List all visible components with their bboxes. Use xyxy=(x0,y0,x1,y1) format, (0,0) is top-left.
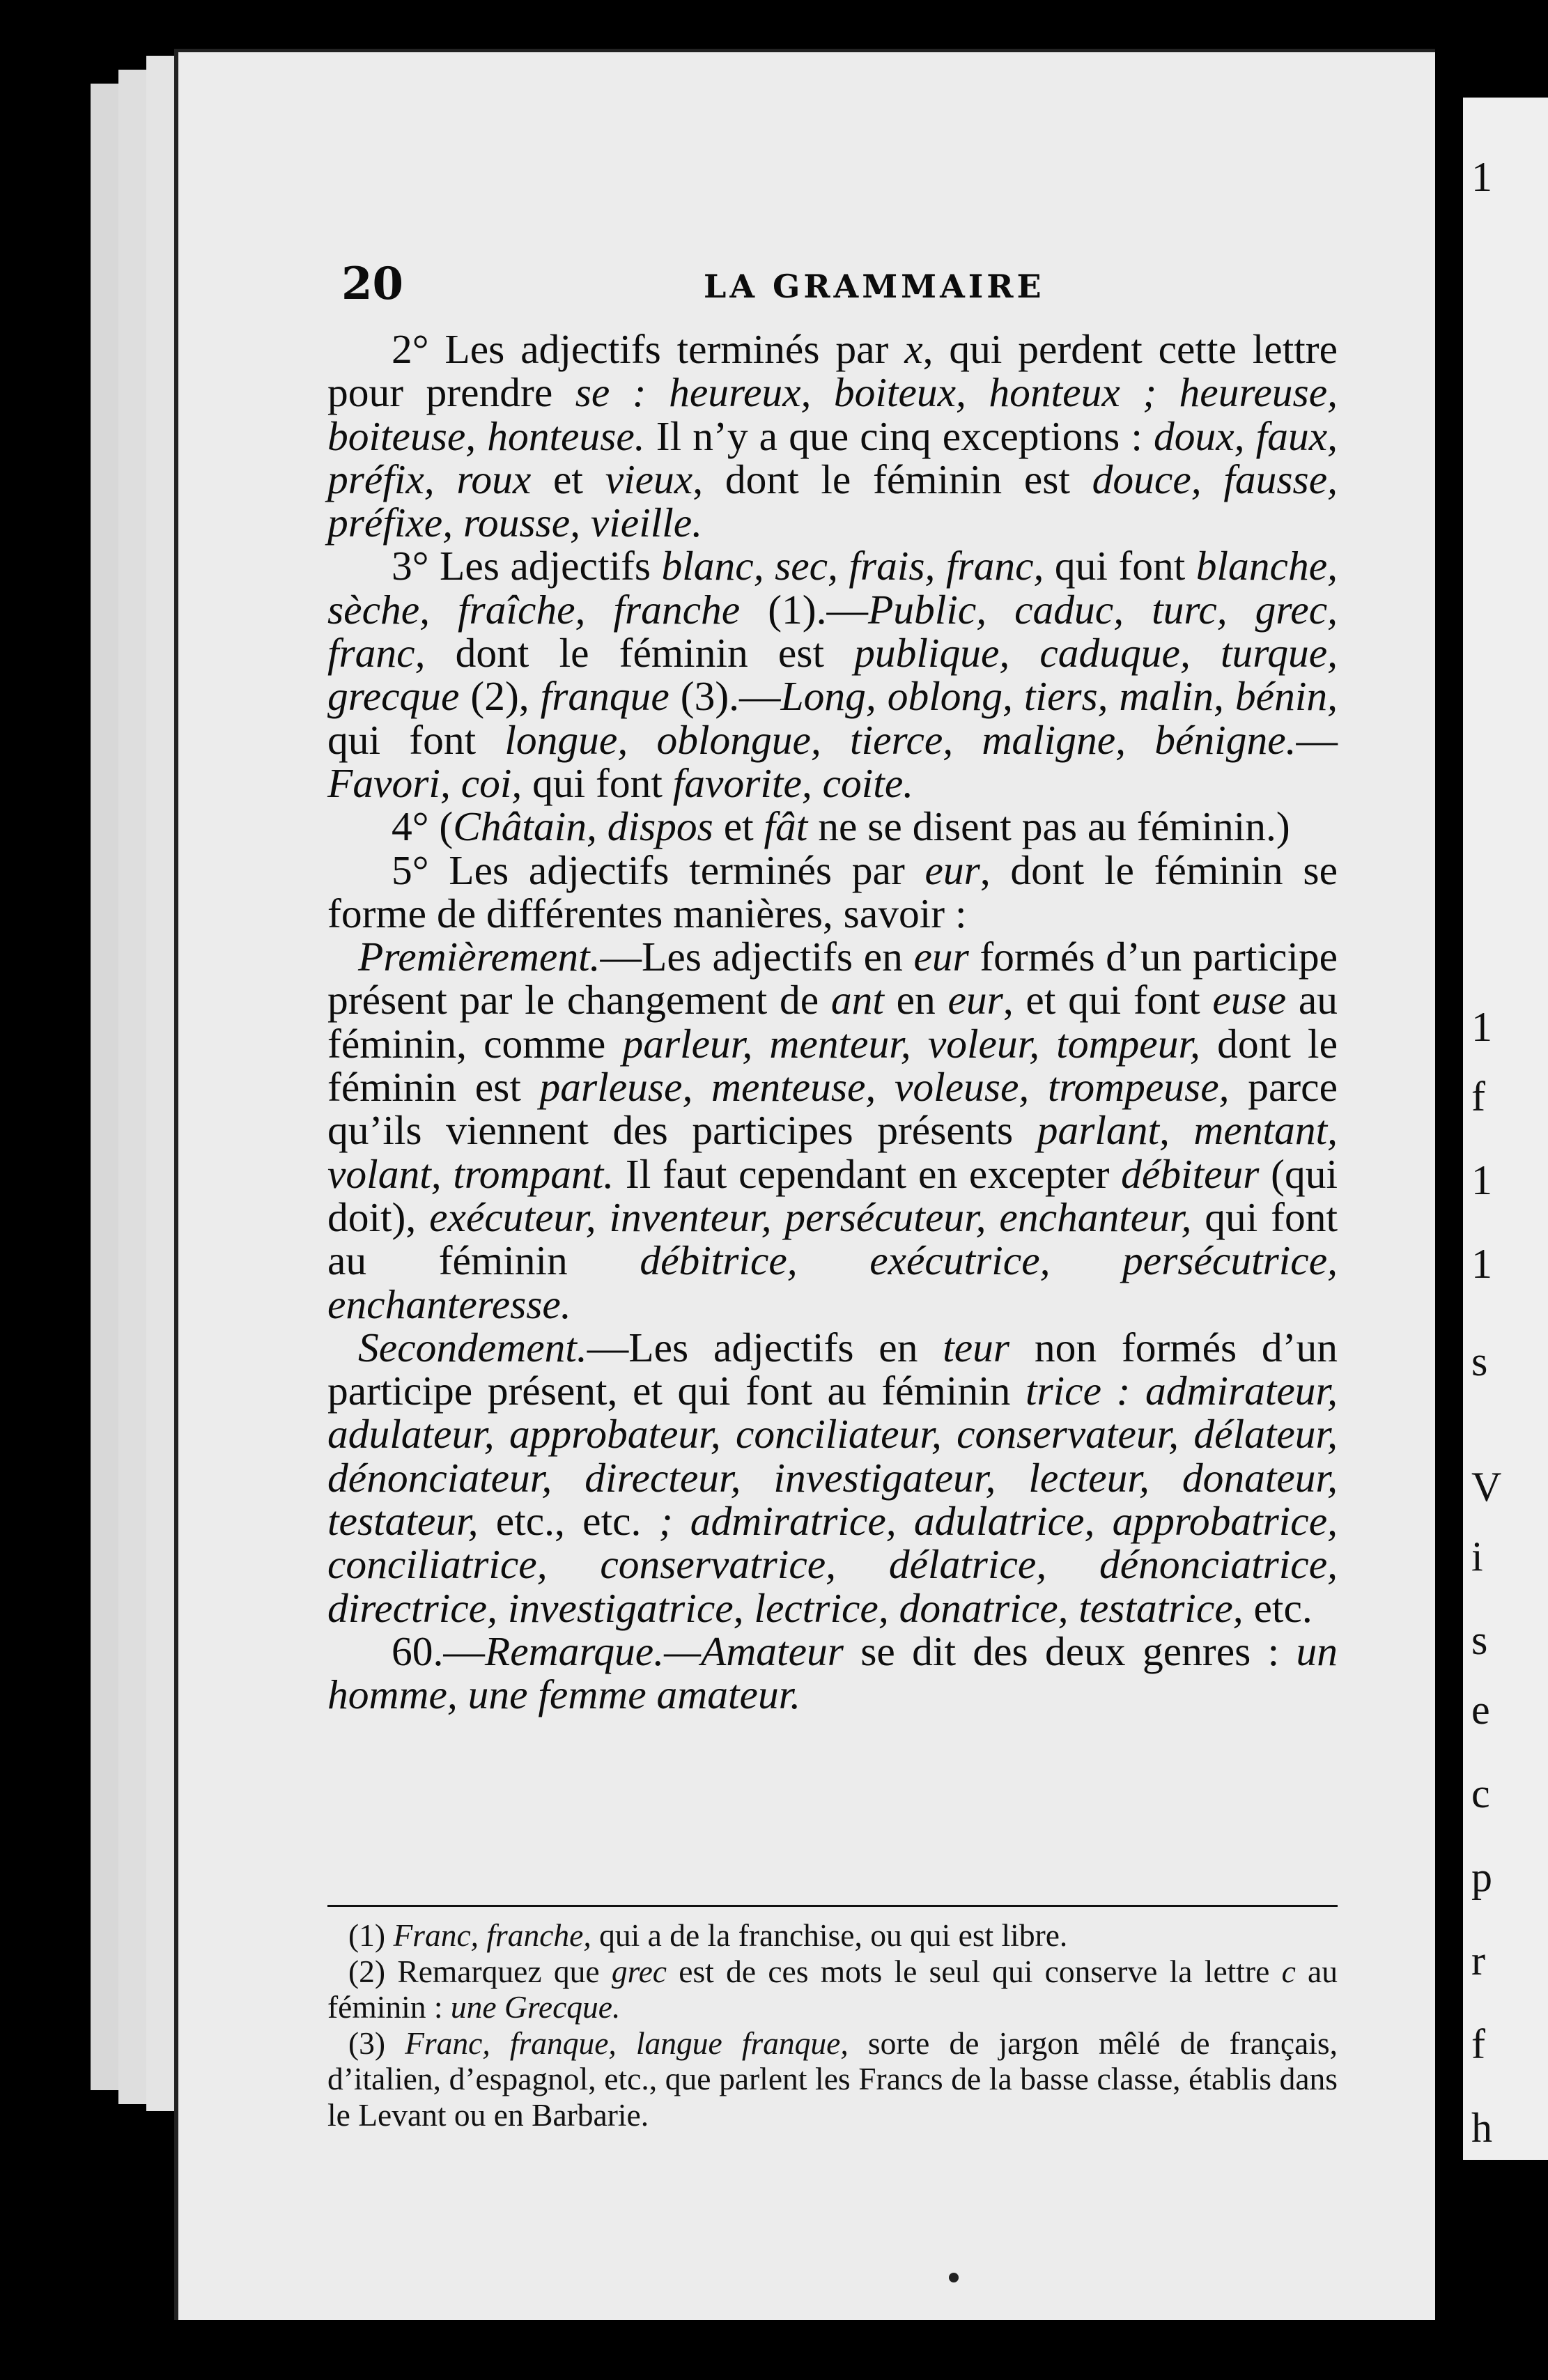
ink-speck xyxy=(949,2273,959,2282)
facing-page-letter: s xyxy=(1471,1617,1488,1663)
running-title: LA GRAMMAIRE xyxy=(704,268,1045,305)
text-run: dont le féminin est xyxy=(327,1020,1338,1111)
italic-run: blanc, sec, frais, franc, xyxy=(661,543,1044,589)
italic-run: Long, oblong, tiers, malin, bénin, xyxy=(780,673,1338,720)
text-run: (1).— xyxy=(740,586,868,633)
text-run: (3) xyxy=(348,2025,405,2061)
footnote xyxy=(327,1954,1338,2025)
italic-run: eur xyxy=(913,934,969,980)
italic-run: eur xyxy=(947,977,1003,1023)
facing-page-letter: 1 xyxy=(1471,154,1492,200)
text-run: (1) xyxy=(348,1917,394,1953)
italic-run: ant xyxy=(830,977,884,1023)
italic-run: doux, faux, préfix, roux xyxy=(327,412,1338,502)
facing-page-letter: V xyxy=(1471,1464,1502,1510)
italic-run: Premièrement. xyxy=(358,934,601,980)
page-header xyxy=(341,258,1359,314)
italic-run: grec xyxy=(611,1953,667,1989)
text-run: sorte de jargon mêlé de français, d’italien, d’espagnol, etc., que parlent les Francs de la basse classe, établis dans le Levant ou en Barbarie. xyxy=(327,2025,1338,2133)
paragraph xyxy=(327,849,1338,936)
facing-page-letter: f xyxy=(1471,1074,1485,1120)
italic-run: Remarque.—Amateur xyxy=(484,1628,844,1674)
italic-run: teur xyxy=(943,1324,1010,1370)
facing-page-letter: 1 xyxy=(1471,1157,1492,1203)
paragraph xyxy=(327,805,1338,848)
italic-run: exécuteur, inventeur, persécuteur, enchanteur, xyxy=(429,1193,1192,1240)
italic-run: un homme, une femme amateur. xyxy=(327,1628,1338,1718)
italic-run: Franc, franque, langue franque, xyxy=(405,2025,849,2061)
facing-page-letter: f xyxy=(1471,2021,1485,2067)
paragraph xyxy=(327,1630,1338,1717)
text-run: formés d’un participe présent par le changement de xyxy=(327,934,1338,1023)
italic-run: eur xyxy=(924,847,980,893)
text-run: 2° Les adjectifs terminés par xyxy=(392,326,905,372)
body-text xyxy=(327,327,1338,1717)
facing-page-letter: c xyxy=(1471,1770,1490,1816)
italic-run: publique, caduque, turque, grecque xyxy=(327,630,1338,720)
italic-run: parleur, menteur, voleur, tompeur, xyxy=(622,1020,1200,1067)
italic-run: euse xyxy=(1212,977,1287,1023)
text-run: Il n’y a que cinq exceptions : xyxy=(644,412,1154,459)
text-run: 3° Les adjectifs xyxy=(392,543,662,589)
facing-page-letter: e xyxy=(1471,1687,1490,1733)
text-run: qui font xyxy=(522,759,673,806)
text-run: 60.— xyxy=(392,1628,485,1674)
text-run: au féminin : xyxy=(327,1953,1338,2025)
text-run: et xyxy=(531,456,605,502)
text-run: 4° ( xyxy=(392,803,454,850)
italic-run: favorite, coite. xyxy=(672,759,914,806)
text-run: , et qui font xyxy=(1003,977,1213,1023)
page-number: 20 xyxy=(341,258,404,310)
text-run: dont le féminin est xyxy=(425,630,855,677)
italic-run: Public, caduc, turc, grec, franc, xyxy=(327,586,1338,677)
italic-run: parlant, mentant, volant, trompant. xyxy=(327,1107,1338,1197)
text-run: , qui perdent cette lettre pour prendre xyxy=(327,326,1338,416)
text-run: non formés d’un participe présent, et qui font au féminin xyxy=(327,1324,1338,1414)
italic-run: parleuse, menteuse, voleuse, trompeuse, xyxy=(539,1064,1230,1111)
footnote xyxy=(327,2025,1338,2133)
paragraph xyxy=(327,544,1338,805)
italic-run: blanche, sèche, fraîche, franche xyxy=(327,543,1338,633)
italic-run: Châtain, dispos xyxy=(453,803,713,850)
paragraph xyxy=(327,935,1338,1326)
text-run: se dit des deux genres : xyxy=(843,1628,1297,1674)
text-run: —Les adjectifs en xyxy=(600,934,914,980)
text-run: au féminin, comme xyxy=(327,977,1338,1067)
facing-page-letter: p xyxy=(1471,1854,1492,1900)
text-run: 5° Les adjectifs terminés par xyxy=(392,847,925,893)
text-run: qui font au féminin xyxy=(327,1193,1338,1284)
italic-run: débiteur xyxy=(1121,1150,1260,1197)
italic-run: trice : admirateur, adulateur, approbateur, conciliateur, conservateur, délateur, dénonciateur, directeur, investigateur, lecteur, donateur, testateur, xyxy=(327,1368,1338,1545)
italic-run: c xyxy=(1281,1953,1296,1989)
text-run: (qui doit), xyxy=(327,1150,1338,1240)
italic-run: Favori, coi, xyxy=(327,759,523,806)
italic-run: Secondement. xyxy=(358,1324,587,1370)
italic-run: fât xyxy=(764,803,808,850)
italic-run: franque xyxy=(540,673,669,720)
text-run: etc., etc. xyxy=(478,1498,659,1545)
italic-run: ; admiratrice, adulatrice, approbatrice, conciliatrice, conservatrice, délatrice, dénonciatrice, directrice, investigatrice, lectrice, donatrice, testatrice, xyxy=(327,1498,1338,1631)
text-run: — xyxy=(1296,716,1338,763)
italic-run: x xyxy=(904,326,923,372)
text-run: , dont le féminin se forme de différentes manières, savoir : xyxy=(327,847,1338,936)
italic-run: une Grecque. xyxy=(450,1989,621,2025)
paragraph xyxy=(327,327,1338,544)
text-run: , dont le féminin est xyxy=(692,456,1092,502)
text-run: (3).— xyxy=(669,673,781,720)
italic-run: vieux xyxy=(605,456,693,502)
footnote-divider xyxy=(327,1905,1338,1907)
text-run: etc. xyxy=(1243,1584,1313,1631)
paragraph xyxy=(327,1326,1338,1630)
facing-page-letter: s xyxy=(1471,1338,1488,1384)
facing-page-letter: 1 xyxy=(1471,1241,1492,1287)
facing-page-letter: r xyxy=(1471,1938,1485,1984)
italic-run: débitrice, exécutrice, persécutrice, enchanteresse. xyxy=(327,1237,1338,1327)
text-run: ne se disent pas au féminin.) xyxy=(807,803,1290,850)
text-run: (2) Remarquez que xyxy=(348,1953,612,1989)
text-run: qui font xyxy=(327,716,505,763)
footnote xyxy=(327,1917,1338,1954)
footnotes xyxy=(327,1917,1338,2133)
text-run: parce qu’ils viennent des participes présents xyxy=(327,1064,1338,1154)
facing-page-letter: h xyxy=(1471,2105,1492,2151)
italic-run: douce, fausse, préfixe, rousse, vieille. xyxy=(327,456,1338,546)
italic-run: longue, oblongue, tierce, maligne, bénigne. xyxy=(504,716,1297,763)
text-run: Il faut cependant en excepter xyxy=(614,1150,1122,1197)
text-run: en xyxy=(883,977,948,1023)
text-run: (2), xyxy=(459,673,541,720)
facing-page-letter: i xyxy=(1471,1533,1483,1579)
italic-run: se : heureux, boiteux, honteux ; heureuse, boiteuse, honteuse. xyxy=(327,369,1338,459)
facing-page-strip xyxy=(1463,98,1548,2160)
italic-run: Franc, franche, xyxy=(393,1917,591,1953)
text-run: et xyxy=(713,803,764,850)
text-run: est de ces mots le seul qui conserve la lettre xyxy=(666,1953,1282,1989)
text-run: —Les adjectifs en xyxy=(587,1324,943,1370)
text-run: qui a de la franchise, ou qui est libre. xyxy=(591,1917,1068,1953)
text-run: qui font xyxy=(1044,543,1196,589)
facing-page-letter: 1 xyxy=(1471,1004,1492,1050)
